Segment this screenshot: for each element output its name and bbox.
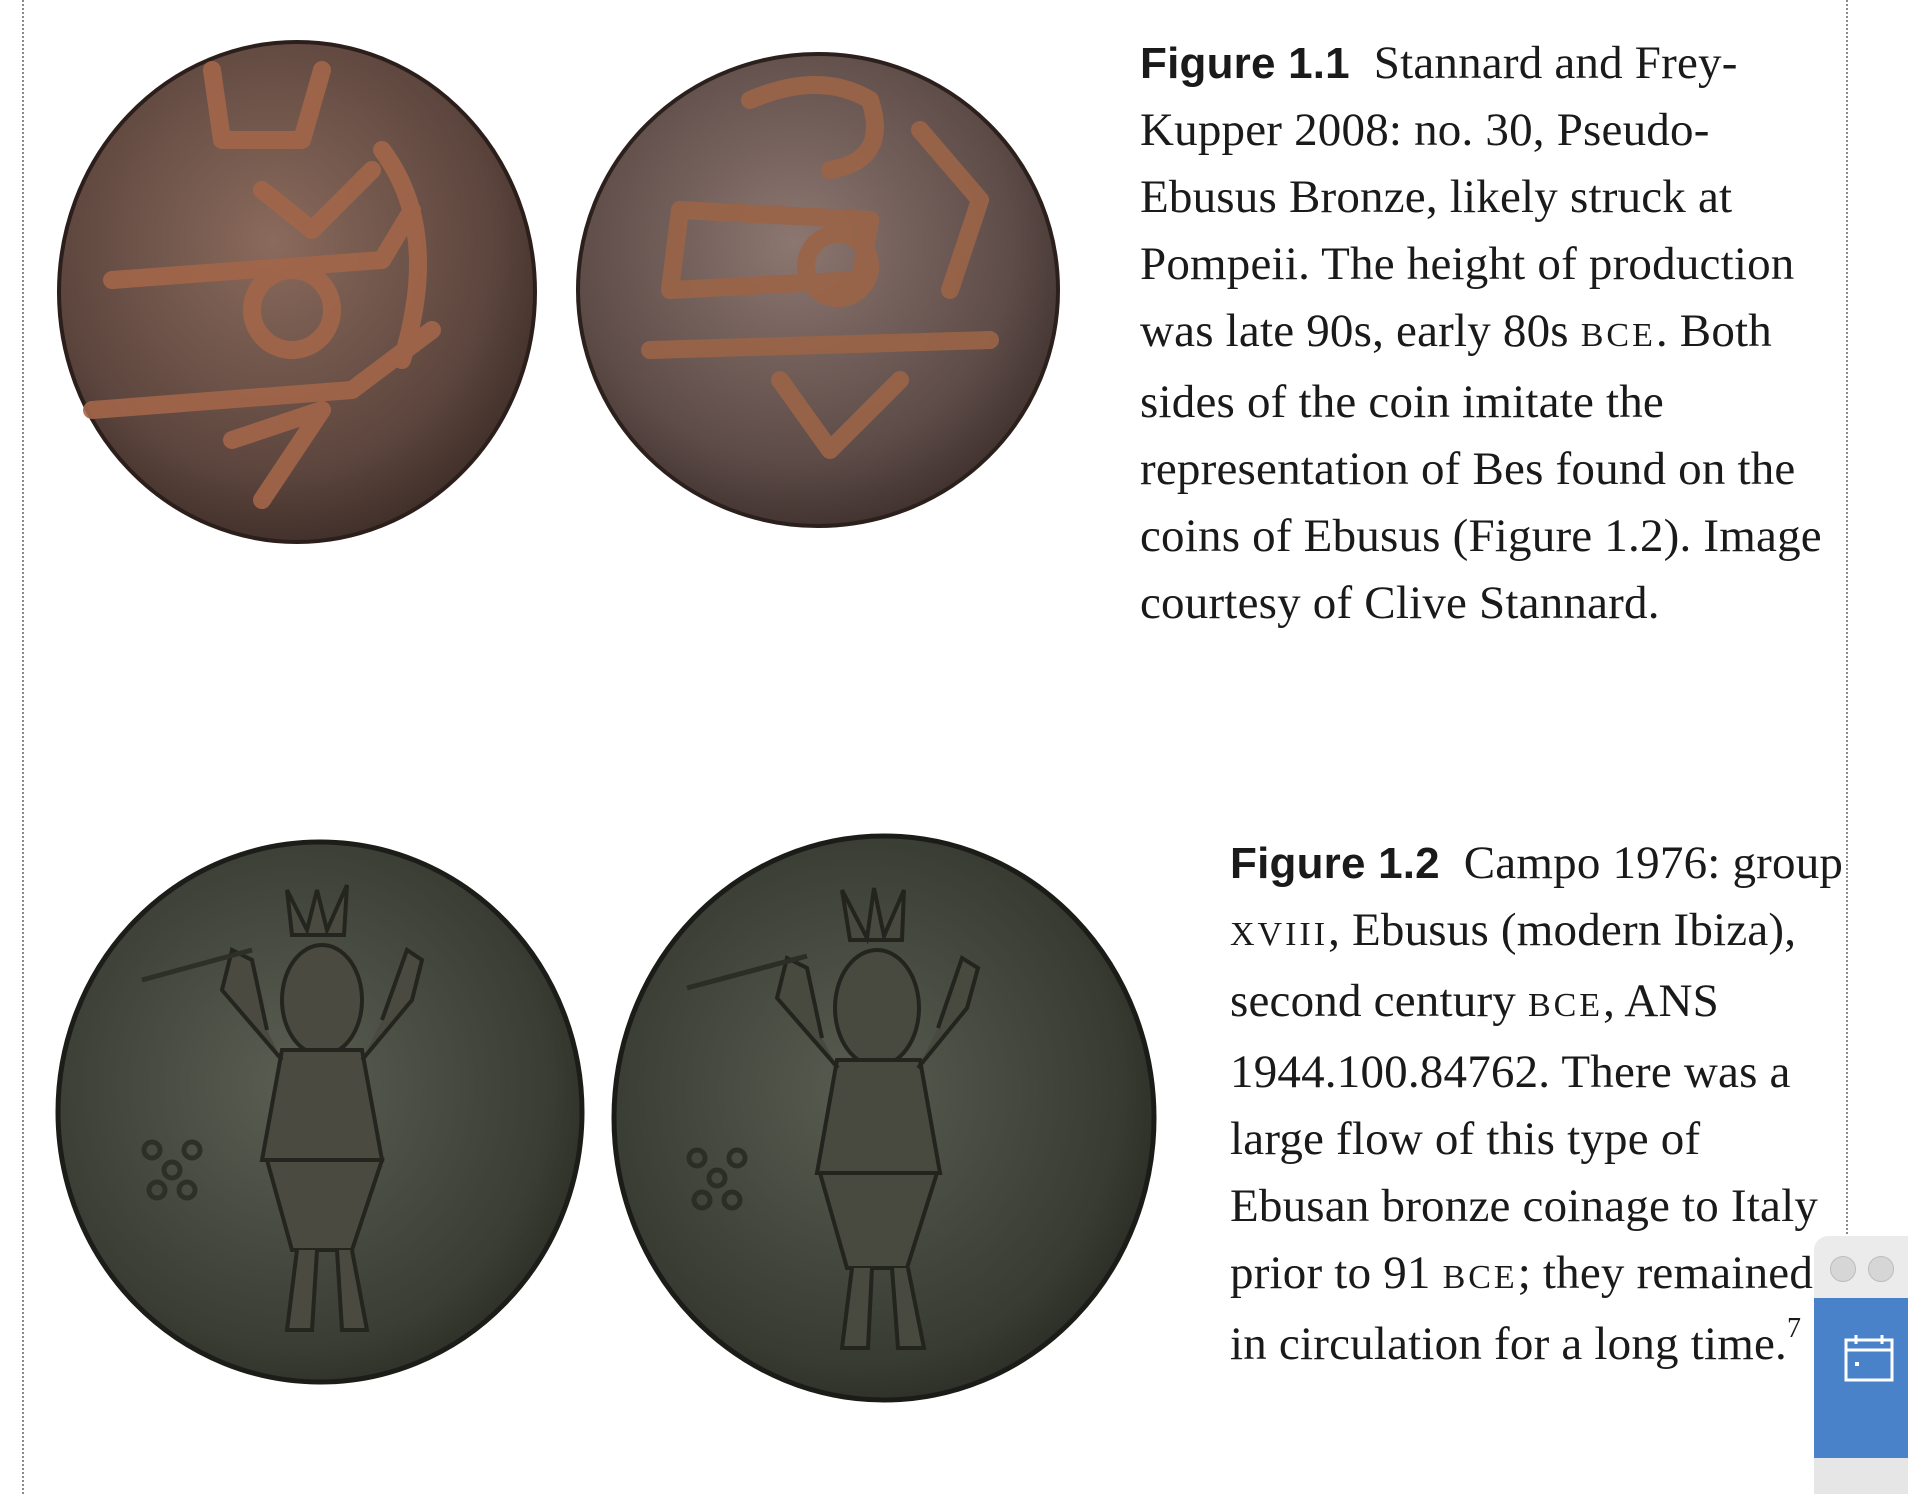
figure-1-2-bce-1: BCE — [1527, 987, 1604, 1024]
figure-1-1-coin-obverse — [52, 30, 542, 550]
figure-1-1-bce: BCE — [1580, 317, 1656, 354]
overlay-app-widget[interactable] — [1814, 1236, 1908, 1494]
figure-1-2-bce-2: BCE — [1442, 1259, 1518, 1296]
window-close-button[interactable] — [1830, 1256, 1856, 1282]
footnote-marker[interactable]: 7 — [1786, 1313, 1802, 1344]
figure-1-2-label: Figure 1.2 — [1230, 839, 1440, 888]
figure-1-2-coin-obverse — [52, 830, 592, 1390]
figure-1-2-text-b: , Ebusus (modern Ibiza), second century — [1230, 904, 1797, 1027]
widget-footer — [1814, 1458, 1908, 1494]
figure-1-1-caption — [1140, 30, 1840, 637]
figure-1-1-coin-reverse — [570, 40, 1070, 540]
figure-1-1-label: Figure 1.1 — [1140, 39, 1350, 88]
figure-1-2-group-numeral: XVIII — [1230, 916, 1329, 953]
figure-1-1-text-b: . Both sides of the coin imitate the representation of Bes found on the coins of Ebusus (Figure 1.2). Image courtesy of Clive Stannard. — [1140, 305, 1822, 629]
page-margin-left — [22, 0, 24, 1494]
figure-1-2-caption — [1230, 830, 1850, 1378]
window-minimize-button[interactable] — [1868, 1256, 1894, 1282]
figure-1-1-text-a: Stannard and Frey-Kupper 2008: no. 30, Pseudo-Ebusus Bronze, likely struck at Pompeii. The height of production was late 90s, early 80s — [1140, 37, 1795, 357]
figure-1-2-text-c: , ANS 1944.100.84762. There was a large flow of this type of Ebusan bronze coinage to Italy prior to 91 — [1230, 975, 1819, 1299]
figure-1-2-coin-reverse — [602, 828, 1162, 1408]
figure-1-2-text-a: Campo 1976: group — [1463, 837, 1844, 889]
calendar-icon[interactable] — [1844, 1334, 1894, 1384]
widget-panel[interactable] — [1814, 1298, 1908, 1458]
figure-1-2-text-d: ; they remained in circulation for a long time. — [1230, 1247, 1814, 1370]
